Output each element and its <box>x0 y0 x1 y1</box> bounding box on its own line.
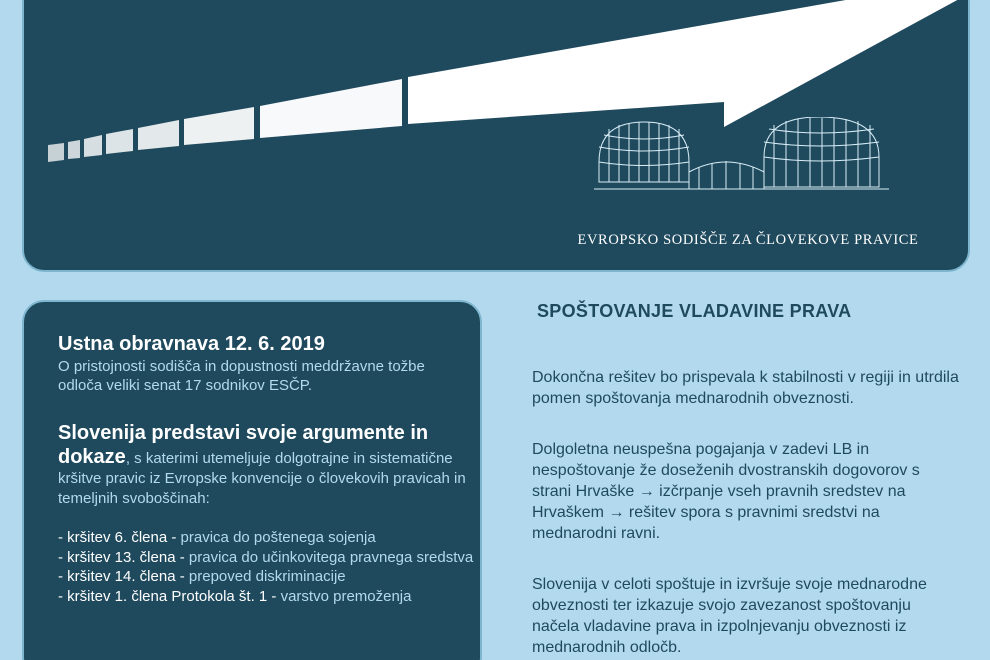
header-banner <box>22 0 970 272</box>
hearing-panel <box>22 300 482 660</box>
list-item: - kršitev 14. člena - prepoved diskriminacije <box>58 568 346 585</box>
arguments-title: Slovenija predstavi svoje argumente in dokaze <box>58 422 429 468</box>
paragraph-stability: Dokončna rešitev bo prispevala k stabilnosti v regiji in utrdila pomen spoštovanja mednarodnih obveznosti. <box>532 369 959 407</box>
hearing-text: O pristojnosti sodišča in dopustnosti meddržavne tožbe odloča veliki senat 17 sodnikov ESČP. <box>58 358 425 394</box>
court-name: EVROPSKO SODIŠČE ZA ČLOVEKOVE PRAVICE <box>577 232 919 248</box>
paragraph-negotiations: Dolgoletna neuspešna pogajanja v zadevi LB in nespoštovanje že doseženih dvostranskih dogovorov s strani Hrvaške → izčrpanje vseh pravnih sredstev na Hrvaškem → rešitev spora s pravnimi sredstvi na mednarodni ravni. <box>532 441 920 542</box>
paragraph-compliance: Slovenija v celoti spoštuje in izvršuje svoje mednarodne obveznosti ter izkazuje svojo zavezanost spoštovanju načela vladavine prava in izpolnjevanju obveznosti iz mednarodnih odločb. <box>532 576 927 656</box>
list-item: - kršitev 13. člena - pravica do učinkovitega pravnega sredstva <box>58 548 474 566</box>
rule-of-law-section <box>532 300 962 658</box>
arguments-text: , s katerimi utemeljuje dolgotrajne in sistematične kršitve pravic iz Evropske konvencije o človekovih pravicah in temeljnih svoboščinah: <box>58 450 466 507</box>
court-building-icon <box>594 117 894 207</box>
violations-list <box>58 528 478 606</box>
hearing-title: Ustna obravnava 12. 6. 2019 <box>58 333 325 355</box>
arguments-block <box>58 421 478 508</box>
list-item: - kršitev 6. člena - pravica do poštenega sojenja <box>58 529 376 546</box>
section-title: SPOŠTOVANJE VLADAVINE PRAVA <box>537 301 852 321</box>
list-item: - kršitev 1. člena Protokola št. 1 - varstvo premoženja <box>58 587 412 605</box>
